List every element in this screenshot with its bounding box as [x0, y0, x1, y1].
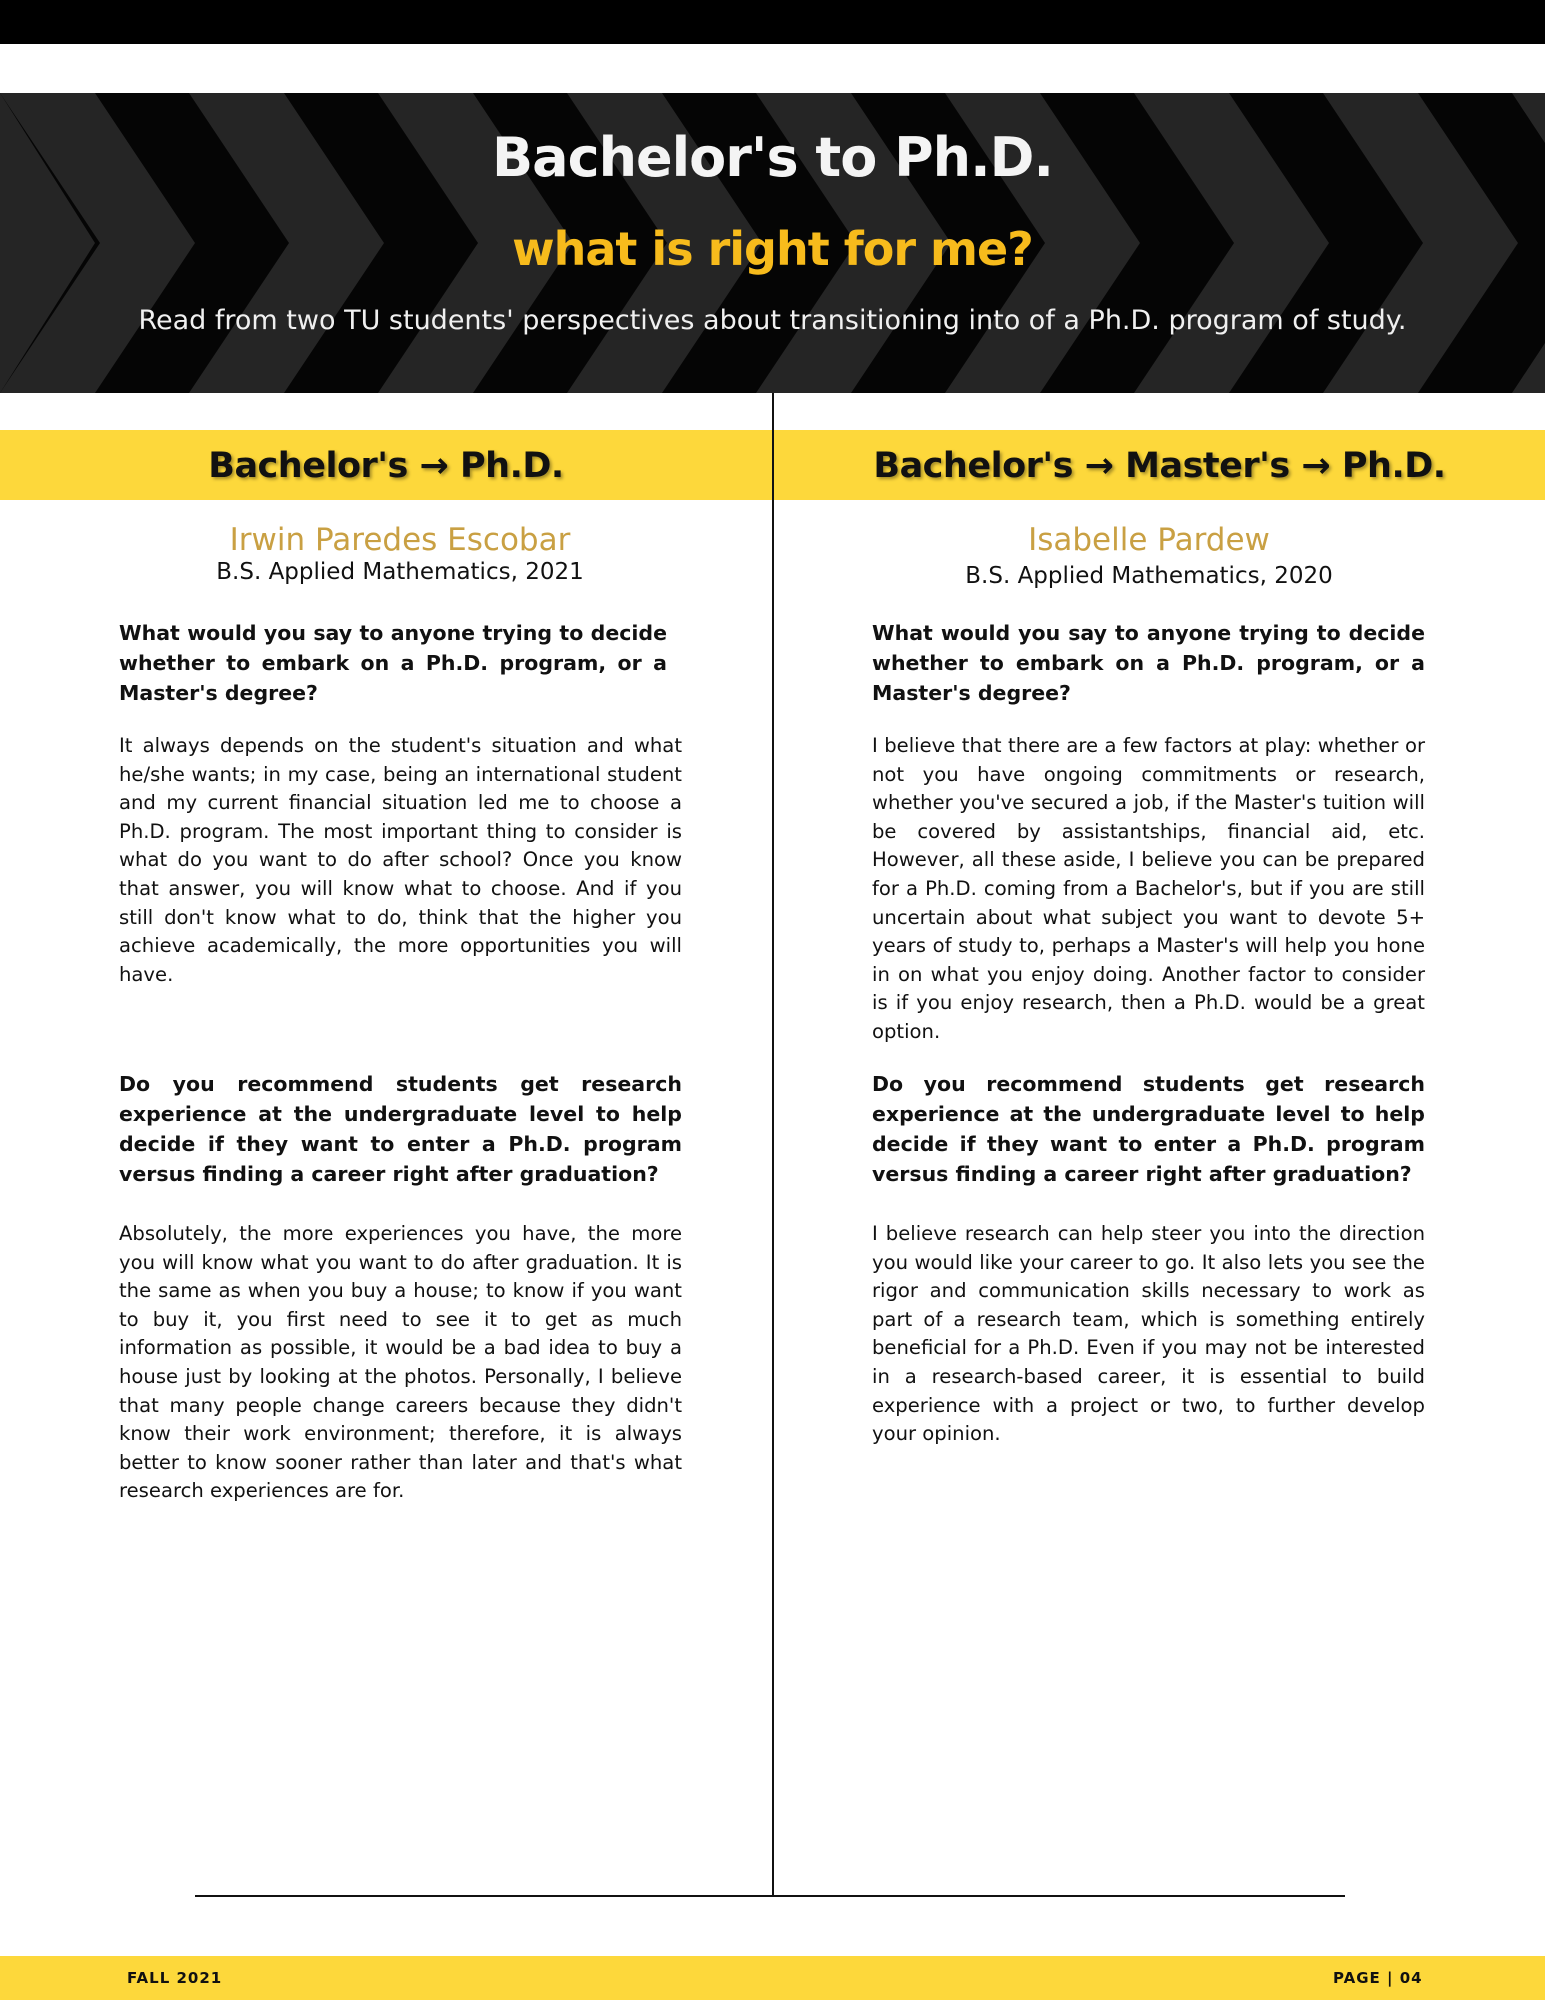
left-answer-2: Absolutely, the more experiences you have, the more you will know what you want to do after graduation. It is the same as when you buy a house; to know if you want to buy it, you first need to see it to get as much information as possible, it would be a bad idea to buy a house just by looking at the photos. Personally, I believe that many people change careers because they didn't know their work environment; therefore, it is always better to know sooner rather than later and that's what research experiences are for.	[119, 1222, 682, 1503]
right-student-name: Isabelle Pardew	[1028, 522, 1270, 558]
right-answer-1: I believe that there are a few factors at play: whether or not you have ongoing commitments or research, whether you've secured a job, if the Master's tuition will be covered by assistantships, financial aid, etc. However, all these aside, I believe you can be prepared for a Ph.D. coming from a Bachelor's, but if you are still uncertain about what subject you want to devote 5+ years of study to, perhaps a Master's will help you hone in on what you enjoy doing. Another factor to consider is if you enjoy research, then a Ph.D. would be a great option.	[872, 734, 1425, 1043]
right-student-degree: B.S. Applied Mathematics, 2020	[965, 563, 1333, 589]
page-title: Bachelor's to Ph.D.	[492, 126, 1053, 189]
right-answer-2: I believe research can help steer you into the direction you would like your career to go. It also lets you see the rigor and communication skills necessary to work as part of a research team, which is something entirely beneficial for a Ph.D. Even if you may not be interested in a research-based career, it is essential to build experience with a project or two, to further develop your opinion.	[872, 1222, 1425, 1446]
left-question-2: Do you recommend students get research experience at the undergraduate level to help decide if they want to enter a Ph.D. program versus finding a career right after graduation?	[119, 1072, 682, 1186]
footer-band	[0, 1956, 1545, 2000]
page-description: Read from two TU students' perspectives about transitioning into of a Ph.D. program of study.	[138, 305, 1407, 336]
right-question-1: What would you say to anyone trying to decide whether to embark on a Ph.D. program, or a Master's degree?	[872, 621, 1425, 705]
footer-page-number: PAGE | 04	[1333, 1969, 1423, 1987]
bottom-divider	[195, 1895, 1345, 1897]
footer-issue: FALL 2021	[127, 1969, 223, 1987]
left-student-name: Irwin Paredes Escobar	[229, 522, 571, 558]
right-question-2: Do you recommend students get research experience at the undergraduate level to help decide if they want to enter a Ph.D. program versus finding a career right after graduation?	[872, 1072, 1425, 1186]
left-student-degree: B.S. Applied Mathematics, 2021	[216, 559, 584, 585]
left-column-heading: Bachelor's → Ph.D.	[208, 446, 564, 486]
right-column-heading: Bachelor's → Master's → Ph.D.	[873, 446, 1446, 486]
page-subtitle: what is right for me?	[512, 222, 1033, 276]
left-question-1: What would you say to anyone trying to decide whether to embark on a Ph.D. program, or a Master's degree?	[119, 621, 667, 705]
left-answer-1: It always depends on the student's situation and what he/she wants; in my case, being an international student and my current financial situation led me to choose a Ph.D. program. The most important thing to consider is what do you want to do after school? Once you know that answer, you will know what to choose. And if you still don't know what to do, think that the higher you achieve academically, the more opportunities you will have.	[119, 734, 682, 986]
column-divider	[772, 393, 774, 1897]
top-black-bar	[0, 0, 1545, 44]
